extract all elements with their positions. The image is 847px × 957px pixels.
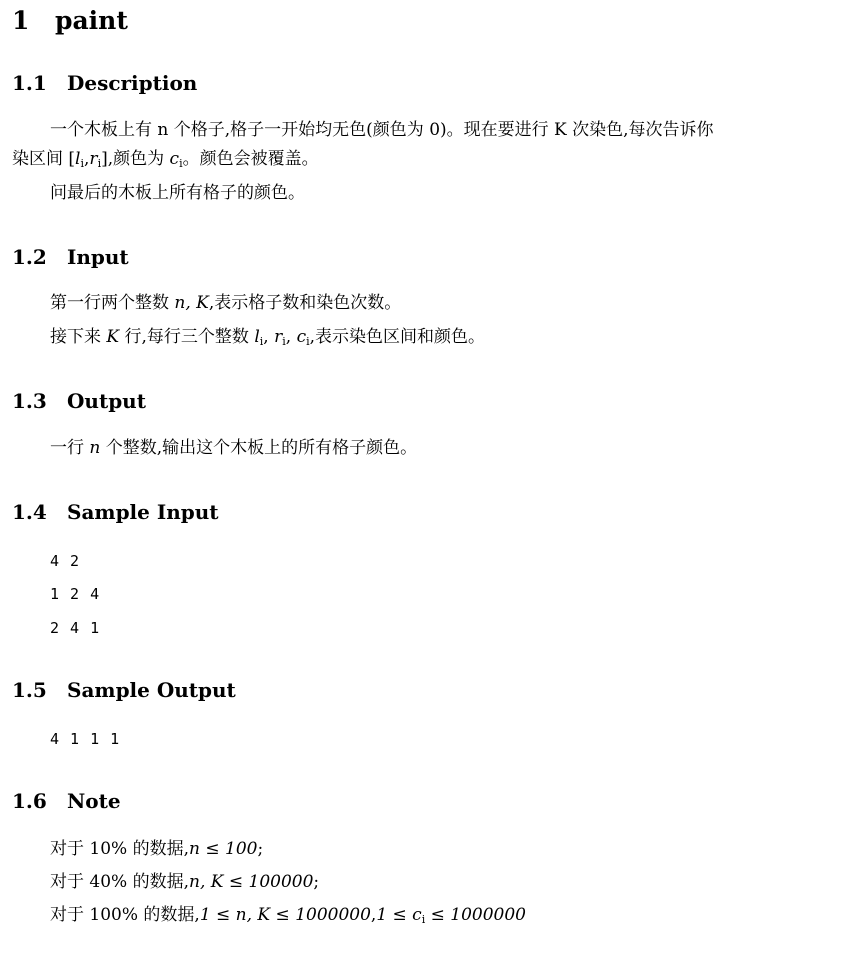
- sample-output-line: 4 1 1 1: [50, 730, 121, 748]
- var-r: r: [274, 327, 283, 347]
- description-paragraph-1b: [12, 148, 319, 170]
- title-text: paint: [55, 6, 128, 35]
- sub-i: i: [282, 335, 286, 348]
- text: ;: [257, 839, 264, 859]
- var-r: r: [89, 149, 98, 169]
- math: 1 ≤ c: [376, 905, 422, 925]
- text: 一行: [50, 438, 90, 458]
- section-number: 1.2: [12, 245, 47, 269]
- text: 行,每行三个整数: [119, 327, 255, 347]
- text: 。颜色会被覆盖。: [182, 149, 319, 169]
- math: 1 ≤ n, K ≤ 1000000: [199, 905, 371, 925]
- sub-i: i: [80, 157, 85, 170]
- section-title: Note: [67, 789, 121, 813]
- text: 对于 40% 的数据,: [50, 872, 189, 892]
- comma: ,: [84, 149, 90, 169]
- section-heading-output: [12, 389, 146, 413]
- output-line: [50, 437, 417, 459]
- sample-input-line: 4 2: [50, 552, 81, 570]
- sample-input-line: 1 2 4: [50, 585, 101, 603]
- var-n: n: [89, 438, 101, 458]
- section-title: Sample Input: [67, 500, 219, 524]
- sub-i: i: [179, 157, 183, 170]
- section-number: 1.3: [12, 389, 47, 413]
- text: 对于 100% 的数据,: [50, 905, 200, 925]
- note-line-1: [50, 838, 263, 860]
- page-title: [12, 6, 128, 35]
- section-number: 1.6: [12, 789, 47, 813]
- input-line-1: [50, 292, 401, 314]
- var-c: c: [296, 327, 307, 347]
- section-title: Sample Output: [67, 678, 236, 702]
- sub-i: i: [97, 157, 102, 170]
- var-k: K: [106, 327, 120, 347]
- note-line-3: [50, 904, 526, 926]
- comma: ,: [285, 327, 292, 347]
- section-title: Description: [67, 71, 198, 95]
- section-number: 1.4: [12, 500, 47, 524]
- section-heading-note: [12, 789, 121, 813]
- section-number: 1.1: [12, 71, 47, 95]
- math: n, K ≤ 100000: [189, 872, 314, 892]
- comma: ,: [263, 327, 269, 347]
- text: ],颜色为: [101, 149, 170, 169]
- text: 接下来: [50, 327, 107, 347]
- text: 个整数,输出这个木板上的所有格子颜色。: [100, 438, 418, 458]
- section-heading-sample-output: [12, 678, 236, 702]
- description-paragraph-1a: 一个木板上有 n 个格子,格子一开始均无色(颜色为 0)。现在要进行 K 次染色,每次告诉你: [50, 120, 714, 140]
- text: 染区间 [: [12, 149, 76, 169]
- section-heading-description: [12, 71, 197, 95]
- section-number: 1.5: [12, 678, 47, 702]
- text: ;: [313, 872, 320, 892]
- section-heading-input: [12, 245, 129, 269]
- input-line-2: [50, 326, 485, 348]
- var-l: l: [75, 149, 81, 169]
- title-number: 1: [12, 6, 30, 35]
- section-title: Input: [67, 245, 129, 269]
- text: 对于 10% 的数据,: [50, 839, 189, 859]
- var-c: c: [169, 149, 180, 169]
- sub-i: i: [306, 335, 310, 348]
- var-l: l: [254, 327, 260, 347]
- sample-input-line: 2 4 1: [50, 619, 101, 637]
- text: 第一行两个整数: [50, 293, 175, 313]
- math: ≤ 1000000: [425, 905, 526, 925]
- comma: ,: [370, 905, 377, 925]
- math: n ≤ 100: [189, 839, 258, 859]
- note-line-2: [50, 871, 319, 893]
- section-heading-sample-input: [12, 500, 219, 524]
- section-title: Output: [67, 389, 146, 413]
- text: ,表示染色区间和颜色。: [309, 327, 486, 347]
- sub-i: i: [421, 913, 426, 926]
- text: ,表示格子数和染色次数。: [208, 293, 402, 313]
- math: n, K: [174, 293, 209, 313]
- sub-i: i: [259, 335, 264, 348]
- description-paragraph-2: 问最后的木板上所有格子的颜色。: [50, 183, 305, 203]
